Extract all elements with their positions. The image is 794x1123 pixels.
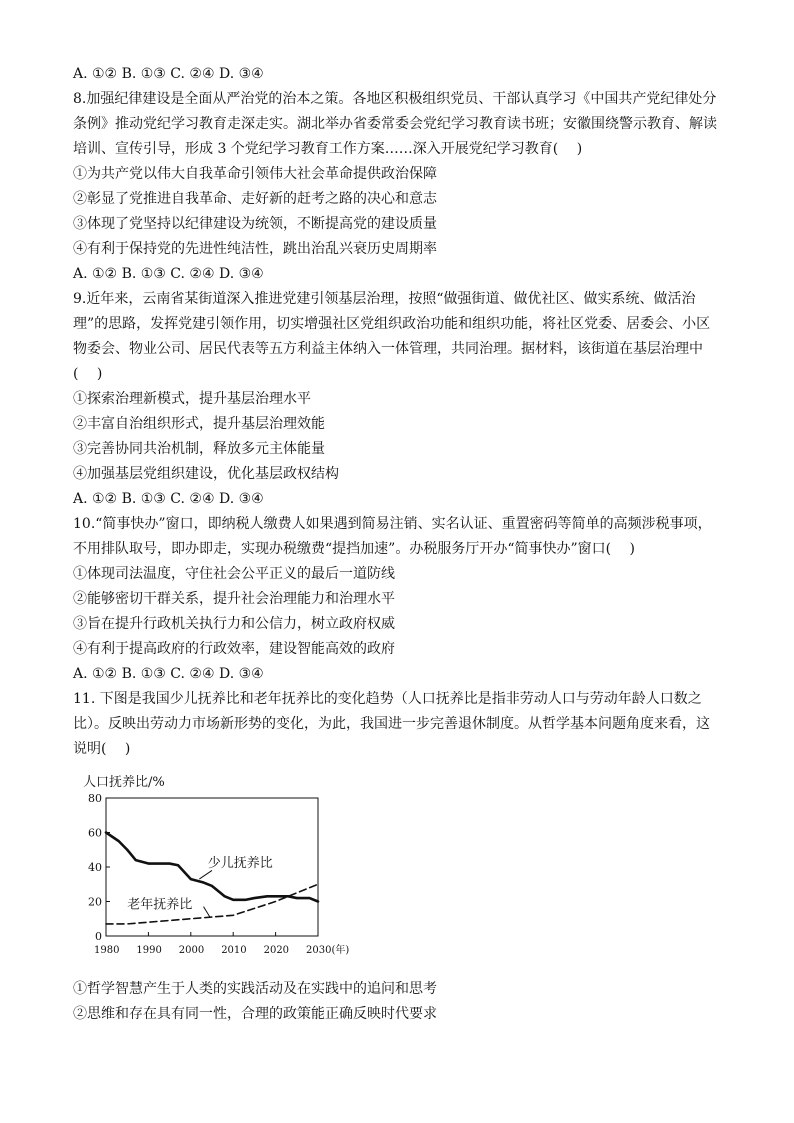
elderly-ratio-label: 老年抚养比 bbox=[127, 897, 193, 913]
q9-options: A. ①② B. ①③ C. ②④ D. ③④ bbox=[73, 491, 264, 507]
q8-item-2: ②彰显了党推进自我革命、走好新的赶考之路的决心和意志 bbox=[73, 191, 437, 207]
q11-stem: 11. 下图是我国少儿抚养比和老年抚养比的变化趋势（人口抚养比是指非劳动人口与劳动年龄人口数之比）。反映出劳动力市场新形势的变化，为此，我国进一步完善退休制度。从哲学基本问题角度来看，这说明( ) bbox=[73, 691, 710, 757]
q10-item-1: ①体现司法温度，守住社会公平正义的最后一道防线 bbox=[73, 566, 395, 582]
x-tick-label: 1980 bbox=[94, 945, 120, 956]
q10-item-3: ③旨在提升行政机关执行力和公信力，树立政府权威 bbox=[73, 616, 395, 632]
q11-item-2: ②思维和存在具有同一性，合理的政策能正确反映时代要求 bbox=[73, 1006, 437, 1022]
x-tick-label: 2020 bbox=[263, 945, 290, 956]
x-tick-label: 2000 bbox=[178, 945, 205, 956]
q10-stem: 10.“简事快办”窗口，即纳税人缴费人如果遇到简易注销、实名认证、重置密码等简单的高频涉税事项，不用排队取号，即办即走，实现办税缴费“提挡加速”。办税服务厅开办“简事快办”窗口( ) bbox=[73, 516, 712, 557]
x-tick-label: 2010 bbox=[221, 945, 247, 956]
child-ratio-leader bbox=[199, 870, 212, 879]
chart-svg bbox=[73, 768, 373, 973]
y-tick-label: 60 bbox=[88, 826, 102, 840]
q9-item-3: ③完善协同共治机制，释放多元主体能量 bbox=[73, 441, 325, 457]
q7-options: A. ①② B. ①③ C. ②④ D. ③④ bbox=[73, 66, 264, 82]
q8-options: A. ①② B. ①③ C. ②④ D. ③④ bbox=[73, 266, 264, 282]
x-tick-label: 1990 bbox=[136, 945, 162, 956]
exam-page bbox=[73, 62, 723, 1027]
q10-options: A. ①② B. ①③ C. ②④ D. ③④ bbox=[73, 666, 264, 682]
child-ratio-label: 少儿抚养比 bbox=[207, 856, 273, 871]
q8-stem: 8.加强纪律建设是全面从严治党的治本之策。各地区积极组织党员、干部认真学习《中国共产党纪律处分条例》推动党纪学习教育走深走实。湖北举办省委常委会党纪学习教育读书班；安徽围绕警示教育、解读培训、宣传引导，形成 3 个党纪学习教育工作方案……深入开展党纪学习教育( ) bbox=[73, 91, 717, 157]
x-tick-label: 2030(年) bbox=[306, 945, 350, 956]
y-tick-label: 80 bbox=[88, 792, 102, 805]
q9-item-1: ①探索治理新模式，提升基层治理水平 bbox=[73, 391, 311, 407]
y-tick-label: 40 bbox=[88, 861, 102, 874]
y-axis-label: 人口抚养比/% bbox=[83, 775, 165, 790]
q10-item-2: ②能够密切干群关系，提升社会治理能力和治理水平 bbox=[73, 591, 395, 607]
elderly-ratio-leader bbox=[204, 907, 210, 917]
q9-item-4: ④加强基层党组织建设，优化基层政权结构 bbox=[73, 466, 339, 482]
q11-item-1: ①哲学智慧产生于人类的实践活动及在实践中的追问和思考 bbox=[73, 981, 437, 997]
q8-item-1: ①为共产党以伟大自我革命引领伟大社会革命提供政治保障 bbox=[73, 166, 437, 182]
q9-stem: 9.近年来，云南省某街道深入推进党建引领基层治理，按照“做强街道、做优社区、做实系统、做活治理”的思路，发挥党建引领作用，切实增强社区党组织政治功能和组织功能，将社区党委、居委会、小区物委会、物业公司、居民代表等五方利益主体纳入一体管理，共同治理。据材料，该街道在基层治理中 bbox=[73, 291, 711, 357]
q9-item-2: ②丰富自治组织形式，提升基层治理效能 bbox=[73, 416, 325, 432]
q9-paren: ( ) bbox=[73, 366, 103, 382]
q8-item-4: ④有利于保持党的先进性纯洁性，跳出治乱兴衰历史周期率 bbox=[73, 241, 437, 257]
q8-item-3: ③体现了党坚持以纪律建设为统领，不断提高党的建设质量 bbox=[73, 216, 437, 232]
y-tick-label: 0 bbox=[95, 930, 102, 943]
y-tick-label: 20 bbox=[88, 895, 102, 909]
q10-item-4: ④有利于提高政府的行政效率，建设智能高效的政府 bbox=[73, 641, 395, 657]
dependency-ratio-chart bbox=[73, 768, 723, 973]
